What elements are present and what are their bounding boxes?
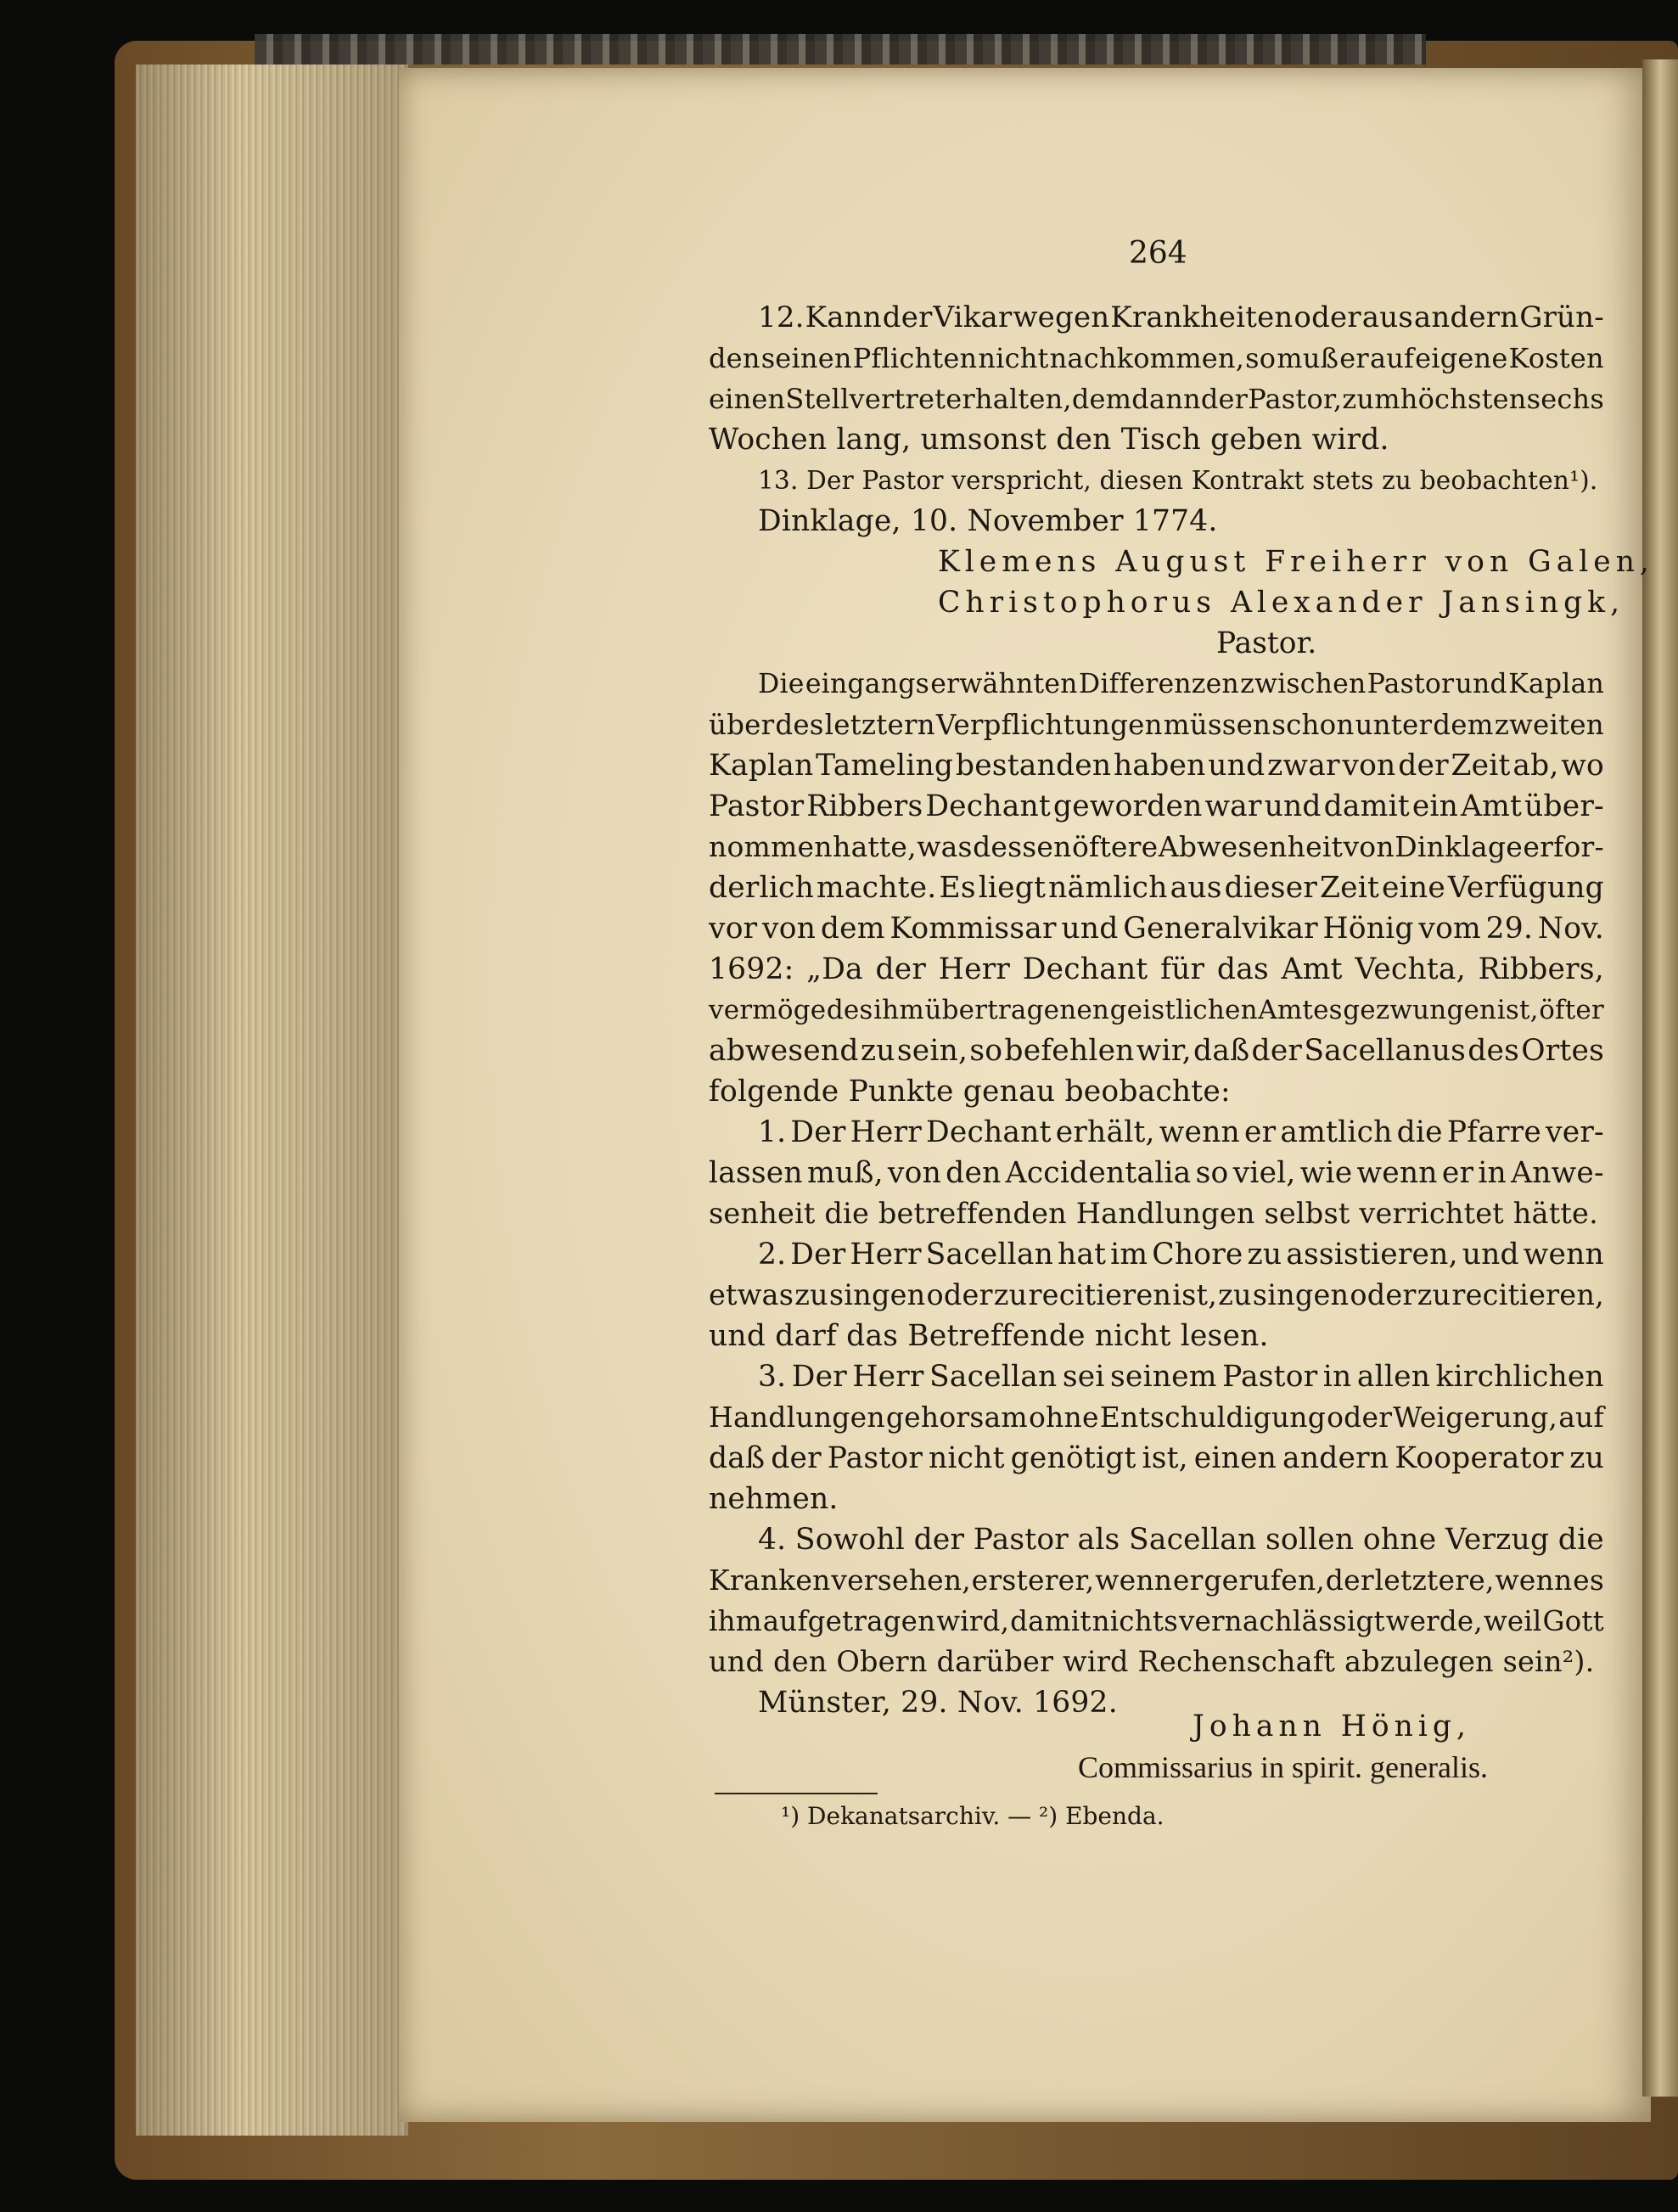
text-line: nommen hatte, was dessen öftere Abwesenheit von Dinklage erfor- bbox=[709, 830, 1604, 863]
page-edges-shadow bbox=[136, 65, 406, 2136]
text-line: 13. Der Pastor verspricht, diesen Kontrakt stets zu beobachten¹). bbox=[758, 466, 1598, 495]
text-line: und darf das Betreffende nicht lesen. bbox=[709, 1319, 1269, 1353]
text-line: folgende Punkte genau beobachte: bbox=[709, 1075, 1231, 1109]
text-line: senheit die betreffenden Handlungen selbst verrichtet hätte. bbox=[709, 1197, 1598, 1230]
signature-title: Commissarius in spirit. generalis. bbox=[1078, 1750, 1488, 1784]
footnote-rule bbox=[715, 1793, 878, 1794]
body-text-continued bbox=[709, 664, 1604, 1723]
text-line: Pastor Ribbers Dechant geworden war und damit ein Amt über- bbox=[709, 789, 1604, 823]
text-line: 3. Der Herr Sacellan sei seinem Pastor in allen kirchlichen bbox=[758, 1360, 1604, 1394]
signature-line: Pastor. bbox=[1216, 626, 1317, 660]
text-line: 12. Kann der Vikar wegen Krankheiten oder aus andern Grün- bbox=[758, 300, 1604, 334]
body-text bbox=[709, 297, 1604, 542]
text-line: 2. Der Herr Sacellan hat im Chore zu assistieren, und wenn bbox=[758, 1238, 1604, 1272]
text-line: Die eingangs erwähnten Differenzen zwischen Pastor und Kaplan bbox=[758, 669, 1604, 699]
text-line: nehmen. bbox=[709, 1482, 839, 1516]
place-date-line: Münster, 29. Nov. 1692. bbox=[758, 1686, 1118, 1720]
signature-line: Klemens August Freiherr von Galen, bbox=[938, 545, 1654, 579]
text-line: über des letztern Verpflichtungen müssen schon unter dem zweiten bbox=[709, 709, 1604, 741]
text-line: derlich machte. Es liegt nämlich aus dieser Zeit eine Verfügung bbox=[709, 871, 1604, 905]
text-line: 1692: „Da der Herr Dechant für das Amt Vechta, Ribbers, bbox=[709, 952, 1604, 986]
book-spine-top bbox=[255, 34, 1426, 65]
text-line: daß der Pastor nicht genötigt ist, einen andern Kooperator zu bbox=[709, 1441, 1604, 1475]
text-line: lassen muß, von den Accidentalia so viel, wie wenn er in Anwe- bbox=[709, 1156, 1604, 1190]
signature-name: Johann Hönig, bbox=[1193, 1710, 1471, 1743]
text-line: etwas zu singen oder zu recitieren ist, zu singen oder zu recitieren, bbox=[709, 1278, 1604, 1311]
text-line: den seinen Pflichten nicht nachkommen, so muß er auf eigene Kosten bbox=[709, 342, 1604, 374]
footnotes: ¹) Dekanatsarchiv. — ²) Ebenda. bbox=[781, 1802, 1164, 1830]
text-line: Kranken versehen, ersterer, wenn er gerufen, der letztere, wenn es bbox=[709, 1564, 1604, 1597]
text-line: 1. Der Herr Dechant erhält, wenn er amtlich die Pfarre ver- bbox=[758, 1115, 1604, 1149]
text-line: abwesend zu sein, so befehlen wir, daß der Sacellanus des Ortes bbox=[709, 1034, 1604, 1068]
text-line: Handlungen gehorsam ohne Entschuldigung oder Weigerung, auf bbox=[709, 1401, 1604, 1434]
text-line: Wochen lang, umsonst den Tisch geben wird. bbox=[709, 423, 1389, 457]
text-line: 4. Sowohl der Pastor als Sacellan sollen ohne Verzug die bbox=[758, 1523, 1604, 1557]
text-line: Kaplan Tameling bestanden haben und zwar von der Zeit ab, wo bbox=[709, 749, 1604, 783]
page-number: 264 bbox=[1129, 236, 1187, 271]
text-line: ihm aufgetragen wird, damit nichts vernachlässigt werde, weil Gott bbox=[709, 1605, 1604, 1637]
text-line: einen Stellvertreter halten, dem dann der Pastor, zum höchsten sechs bbox=[709, 383, 1604, 415]
place-date-line: Dinklage, 10. November 1774. bbox=[758, 504, 1218, 538]
text-line: und den Obern darüber wird Rechenschaft abzulegen sein²). bbox=[709, 1645, 1595, 1678]
facing-page-edge bbox=[1642, 59, 1678, 2097]
signature-line: Christophorus Alexander Jansingk, bbox=[938, 586, 1625, 620]
text-line: vor von dem Kommissar und Generalvikar Hönig vom 29. Nov. bbox=[709, 912, 1604, 946]
text-line: vermöge des ihm übertragenen geistlichen Amtes gezwungen ist, öfter bbox=[709, 995, 1604, 1025]
